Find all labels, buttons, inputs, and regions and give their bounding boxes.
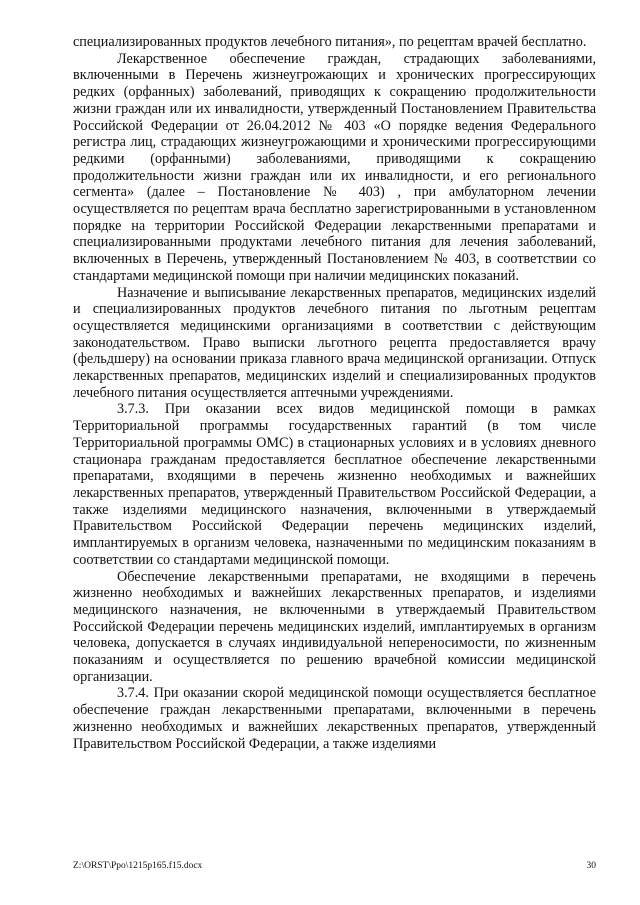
page-footer [73, 860, 596, 872]
paragraph-orphan-diseases: Лекарственное обеспечение граждан, страдающих заболеваниями, включенными в Перечень жизнеугрожающих и хронических прогрессирующих редких (орфанных) заболеваний, приводящих к сокращению продолжительности жизни граждан или их инвалидности, утвержденный Постановлением Правительства Российской Федерации от 26.04.2012 № 403 «О порядке ведения Федерального регистра лиц, страдающих жизнеугрожающими и хроническими прогрессирующими редкими (орфанными) заболеваниями, приводящими к сокращению продолжительности жизни граждан или их инвалидности, и его регионального сегмента» (далее – Постановление № 403) , при амбулаторном лечении осуществляется по рецептам врача бесплатно зарегистрированными в установленном порядке на территории Российской Федерации лекарственными препаратами и специализированными продуктами лечебного питания для лечения заболеваний, включенных в Перечень, утвержденный Постановлением № 403, в соответствии со стандартами медицинской помощи при наличии медицинских показаний. [73, 50, 596, 284]
paragraph-3-7-3: 3.7.3. При оказании всех видов медицинской помощи в рамках Территориальной программы государственных гарантий (в том числе Территориальной программы ОМС) в стационарных условиях и в условиях дневного стационара гражданам предоставляется бесплатное обеспечение лекарственными препаратами, входящими в перечень жизненно необходимых и важнейших лекарственных препаратов, утвержденный Правительством Российской Федерации, а также изделиями медицинского назначения, включенными в утверждаемый Правительством Российской Федерации перечень медицинских изделий, имплантируемых в организм человека, назначенными по медицинским показаниям в соответствии со стандартами медицинской помощи. [73, 401, 596, 568]
footer-file-path: Z:\ORST\Ppo\1215p165.f15.docx [73, 861, 203, 871]
paragraph-continuation: специализированных продуктов лечебного питания», по рецептам врачей бесплатно. [73, 34, 587, 50]
paragraph-prescriptions: Назначение и выписывание лекарственных препаратов, медицинских изделий и специализированных продуктов лечебного питания по льготным рецептам осуществляется медицинскими организациями в соответствии с действующим законодательством. Право выписки льготного рецепта предоставляется врачу (фельдшеру) на основании приказа главного врача медицинской организации. Отпуск лекарственных препаратов, медицинских изделий и специализированных продуктов лечебного питания осуществляется аптечными учреждениями. [73, 284, 596, 401]
paragraph-exceptions: Обеспечение лекарственными препаратами, не входящими в перечень жизненно необходимых и важнейших лекарственных препаратов, и изделиями медицинского назначения, не включенными в утверждаемый Правительством Российской Федерации перечень медицинских изделий, имплантируемых в организм человека, допускается в случаях индивидуальной непереносимости, по жизненным показаниям и осуществляется по решению врачебной комиссии медицинской организации. [73, 568, 596, 685]
document-body [73, 34, 596, 752]
page-number: 30 [586, 861, 596, 871]
paragraph-3-7-4: 3.7.4. При оказании скорой медицинской помощи осуществляется бесплатное обеспечение граждан лекарственными препаратами, включенными в перечень жизненно необходимых и важнейших лекарственных препаратов, утвержденный Правительством Российской Федерации, а также изделиями [73, 685, 596, 752]
